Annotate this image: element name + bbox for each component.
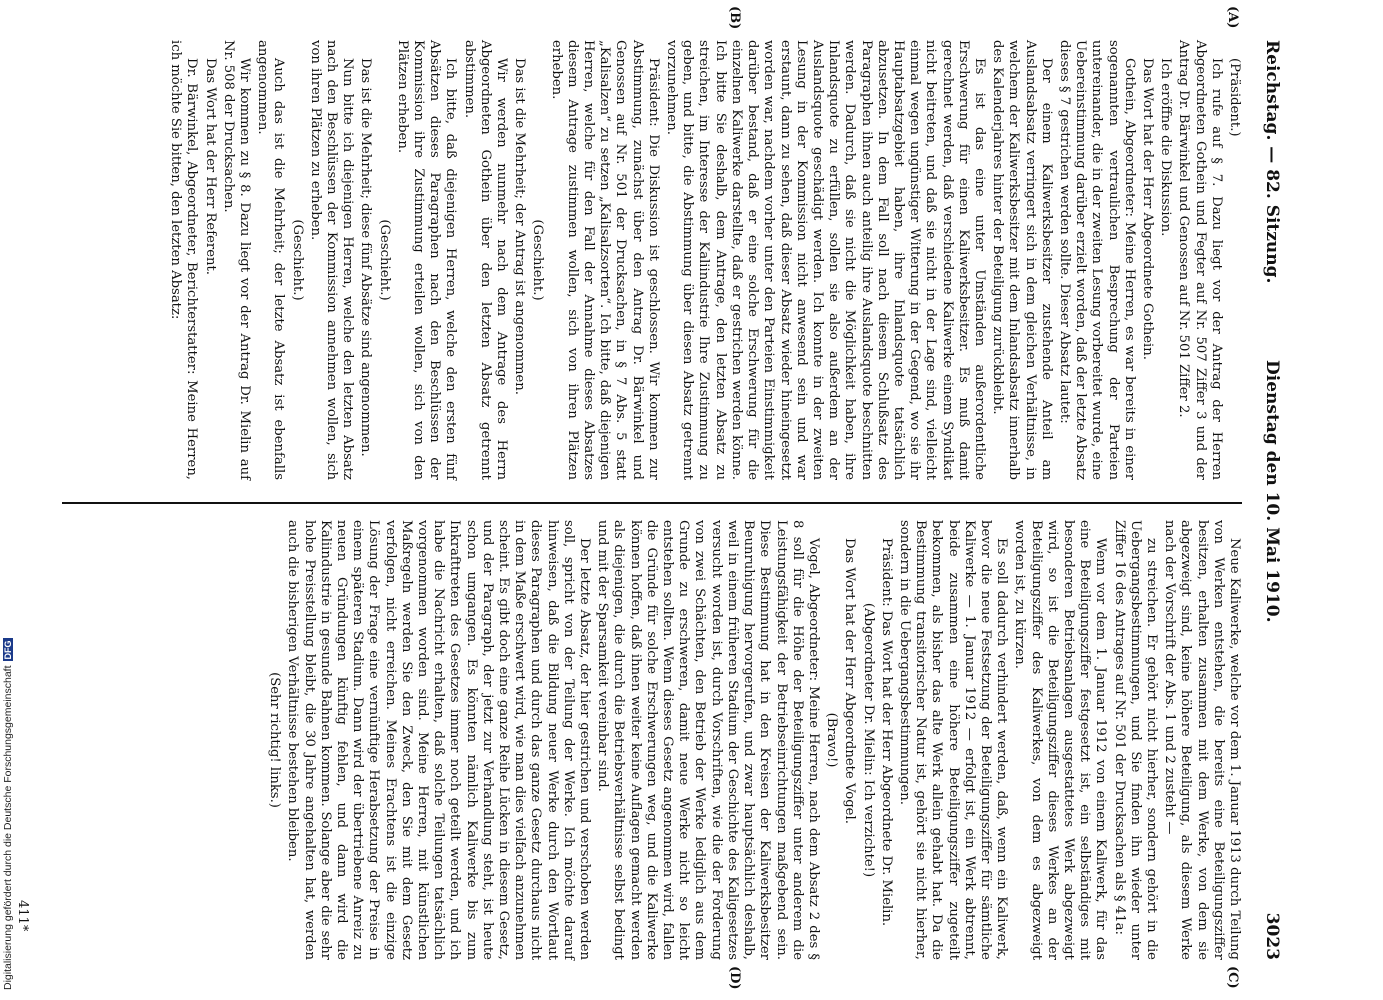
- paragraph: Neue Kaliwerke, welche vor dem 1. Januar 1913 durch Teilung von Werken entstehen, die bereits eine Beteiligungsziffer besitzen, erhalten zusammen mit dem Werke, von dem sie abgezweigt sind, keine höhere Beteiligung, als diesem Werke nach der Vorschrift der Abs. 1 und 2 zusteht —: [1162, 520, 1242, 960]
- digitization-credit: [2, 590, 18, 990]
- paragraph: Gothein, Abgeordneter: Meine Herren, es war bereits in einer sogenannten vertraulichen Besprechung der Parteien untereinander, die in der zweiten Lesung vorbereitet wurde, eine Uebereinstimmung darüber erzielt worden, daß der letzte Absatz dieses § 7 gestrichen werden sollte. Dieser Absatz lautet:: [1056, 40, 1137, 480]
- paragraph: Auch das ist die Mehrheit; der letzte Absatz ist ebenfalls angenommen.: [255, 40, 287, 480]
- column-divider: [62, 502, 1242, 504]
- header-date: Dienstag den 10. Mai 1910.: [1262, 360, 1282, 623]
- paragraph: Ich eröffne die Diskussion.: [1158, 58, 1174, 237]
- paragraph: Das ist die Mehrheit; diese fünf Absätze sind angenommen.: [358, 58, 374, 457]
- paragraph: Dr. Bärwinkel, Abgeordneter, Berichterstatter: Meine Herren, ich möchte Sie bitten, den letzten Absatz:: [168, 40, 200, 480]
- paragraph: Das Wort hat der Herr Referent.: [202, 58, 218, 275]
- paragraph: (Bravo!): [824, 712, 840, 768]
- left-column: [62, 40, 1242, 480]
- paragraph: Das ist die Mehrheit; der Antrag ist angenommen.: [512, 58, 528, 395]
- dfg-logo: DFG: [3, 640, 13, 660]
- paragraph: Ich rufe auf § 7. Dazu liegt vor der Antrag der Herren Abgeordneten Gothein und Fegter auf Nr. 507 Ziffer 3 und der Antrag Dr. Bärwinkel und Genossen auf Nr. 501 Ziffer 2.: [1176, 40, 1224, 480]
- paragraph: Es ist das eine unter Umständen außerordentliche Erschwerung für einen Kaliwerksbesitzer. Es muß damit gerechnet werden, daß verschiedene Kaliwerke einem Syndikat nicht beitreten, und daß sie nicht in der Lage sind, vielleicht einmal wegen ungünstiger Witterung in der Gegend, wo sie ihr Hauptabsatzgebiet haben, ihre Inlandsquote tatsächlich abzusetzen. In dem Fall soll nach diesem Schlußsatz des Paragraphen ihnen auch anteilig ihre Auslandsquote beschnitten werden. Dadurch, daß sie nicht die Möglichkeit haben, ihre Inlandsquote zu erfüllen, sollen sie also außerdem an der Auslandsquote geschädigt werden. Ich konnte in der zweiten Lesung in der Kommission nicht anwesend sein und war erstaunt, dann zu sehen, daß dieser Absatz wieder hineingesetzt worden war, nachdem vorher unter den Parteien Einstimmigkeit darüber bestand, daß er eine solche Erschwerung für die einzelnen Kaliwerke darstellte, daß er gestrichen werden könne. Ich bitte Sie deshalb, dem Antrage, den letzten Absatz zu streichen, im Interesse der Kaliindustrie Ihre Zustimmung zu geben, und bitte, die Abstimmung über diesen Absatz getrennt vorzunehmen.: [664, 40, 987, 480]
- right-column: [62, 520, 1242, 960]
- page-header: [1250, 40, 1290, 960]
- paragraph: zu streichen. Er gehört nicht hierher, sondern gehört in die Uebergangsbestimmungen, und Sie finden ihn wieder unter Ziffer 16 des Antrages auf Nr. 501 der Drucksachen als § 41a:: [1111, 520, 1159, 960]
- margin-marker-c: (C): [1225, 966, 1240, 989]
- footer-page-ref: 411*: [15, 900, 30, 932]
- paragraph: Wenn vor dem 1. Januar 1912 von einem Kaliwerk, für das eine Beteiligungsziffer festgesetzt ist, ein selbständiges mit besonderen Betriebsanlagen ausgestattetes Werk abgezweigt wird, so ist die Beteiligungsziffer dieses Werkes an der Beteiligungsziffer des Kaliwerkes, von dem es abgezweigt worden ist, zu kürzen.: [1012, 520, 1109, 960]
- header-page-number: 3023: [1262, 912, 1282, 960]
- margin-marker-a: (A): [1225, 6, 1240, 29]
- paragraph: Das Wort hat der Herr Abgeordnete Gothein.: [1139, 58, 1155, 360]
- paragraph: Vogel, Abgeordneter: Meine Herren, nach dem Absatz 2 des § 8 soll für die Höhe der Beteiligungsziffer unter anderem die Leistungsfähigkeit der Betriebseinrichtungen maßgebend sein. Diese Bestimmung hat in den Kreisen der Kaliwerksbesitzer Beunruhigung hervorgerufen, und zwar hauptsächlich deshalb, weil in einem früheren Stadium der Geschichte des Kaligesetzes versucht worden ist, durch Vorschriften, wie die der Forderung von zwei Schächten, den Betrieb der Werke lediglich aus dem Grunde zu erschweren, damit neue Werke nicht so leicht entstehen sollten. Wenn dieses Gesetz angenommen wird, fallen die Gründe für solche Erschwerungen weg, und die Kaliwerke können hoffen, daß ihnen weiter keine Auflagen gemacht werden als diejenigen, die durch die Betriebsverhältnisse selbst bedingt und mit der Sparsamkeit vereinbar sind.: [595, 520, 821, 960]
- margin-marker-d: (D): [727, 966, 742, 990]
- header-session: Reichstag. — 82. Sitzung.: [1262, 40, 1282, 284]
- paragraph: Wir kommen zu § 8. Dazu liegt vor der Antrag Dr. Mielin auf Nr. 508 der Drucksachen.: [220, 40, 253, 480]
- paragraph: Der letzte Absatz, der hier gestrichen und verschoben werden soll, spricht von der Teilung der Werke. Ich möchte darauf hinweisen, daß die Bildung neuer Werke durch den Wortlaut dieses Paragraphen und durch das ganze Gesetz durchaus nicht in dem Maße erschwert wird, wie man dies vielfach anzunehmen scheint. Es gibt doch eine ganze Reihe Lücken in diesem Gesetz, und der Paragraph, der jetzt zur Verhandlung steht, ist heute schon umgangen. Es könnten nämlich Kaliwerke bis zum Inkrafttreten des Gesetzes immer noch geteilt werden, und ich habe die Nachricht erhalten, daß solche Teilungen tatsächlich vorgenommen worden sind. Meine Herren, mit künstlichen Maßregeln werden Sie den Zweck, den Sie mit dem Gesetz verfolgen, nicht erreichen. Meines Erachtens ist die einzige Lösung der Frage eine vernünftige Herabsetzung der Preise in einem späteren Stadium. Dann wird der übertriebene Anreiz zu neuen Gründungen künftig fehlen, und dann wird die Kaliindustrie in gesunde Bahnen kommen. Solange aber die sehr hohe Preisstellung bleibt, die 30 Jahre angehalten hat, werden auch die bisherigen Verhältnisse bestehen bleiben.: [285, 520, 593, 960]
- paragraph: (Geschieht.): [376, 219, 392, 301]
- digitization-sidebar: [2, 590, 18, 990]
- paragraph: (Geschieht.): [289, 219, 305, 301]
- text-columns: [52, 6, 1242, 990]
- paragraph: (Sehr richtig! links.): [267, 672, 283, 808]
- paragraph: Ich bitte, daß diejenigen Herren, welche den ersten fünf Absätzen dieses Paragraphen nach den Beschlüssen der Kommission ihre Zustimmung erteilen wollen, sich von den Plätzen erheben.: [394, 40, 459, 480]
- paragraph: Es soll dadurch verhindert werden, daß, wenn ein Kaliwerk, bevor die neue Festsetzung der Beteiligungsziffer für sämtliche Kaliwerke — 1. Januar 1912 — erfolgt ist, ein Werk abtrennt, beide zusammen eine höhere Beteiligungsziffer zugeteilt bekommen, als bisher das alte Werk allein gehabt hat. Da die Bestimmung transitorischer Natur ist, gehört sie nicht hierher, sondern in die Uebergangsbestimmungen.: [896, 520, 1010, 960]
- paragraph: (Präsident.): [1227, 58, 1242, 137]
- paragraph: (Abgeordneter Dr. Mielin: Ich verzichte!): [860, 602, 876, 878]
- paragraph: Nun bitte ich diejenigen Herren, welche den letzten Absatz nach den Beschlüssen der Kommission annehmen wollen, sich von ihren Plätzen zu erheben.: [307, 40, 356, 480]
- paragraph: Präsident: Die Diskussion ist geschlossen. Wir kommen zur Abstimmung, zunächst über den Antrag Dr. Bärwinkel und Genossen auf Nr. 501 der Drucksachen, in § 7 Abs. 5 statt „Kalisalzen“ zu setzen „Kalisalzsorten“. Ich bitte, daß diejenigen Herren, welche für den Fall der Annahme dieses Absatzes diesem Antrage zustimmen wollen, sich von ihren Plätzen erheben.: [548, 40, 661, 480]
- credit-text: Digitalisierung gefördert durch die Deutsche Forschungsgemeinschaft: [2, 665, 14, 990]
- paragraph: Präsident: Das Wort hat der Herr Abgeordnete Dr. Mielin.: [878, 538, 894, 927]
- paragraph: (Geschieht.): [530, 219, 546, 301]
- paragraph: Wir werden nunmehr nach dem Antrage des Herrn Abgeordneten Gothein über den letzten Absatz getrennt abstimmen.: [461, 40, 510, 480]
- margin-marker-b: (B): [727, 6, 742, 30]
- paragraph: Der einem Kaliwerksbesitzer zustehende Anteil am Auslandsabsatz verringert sich in dem gleichen Verhältnisse, in welchem der Kaliwerksbesitzer mit dem Inlandsabsatz innerhalb des Kalenderjahres hinter der Beteiligung zurückbleibt.: [990, 40, 1054, 480]
- paragraph: Das Wort hat der Herr Abgeordnete Vogel.: [842, 538, 858, 824]
